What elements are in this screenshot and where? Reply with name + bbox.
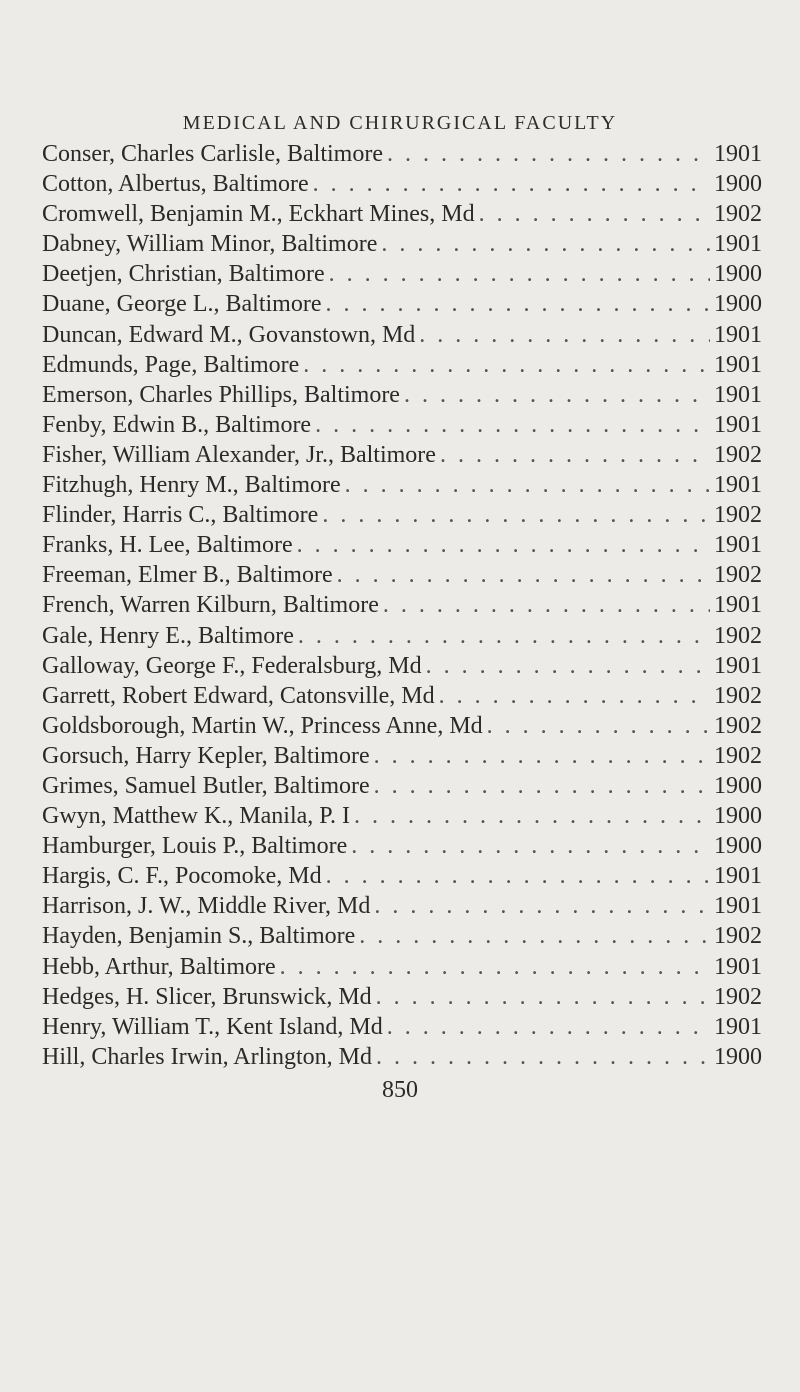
running-header: MEDICAL AND CHIRURGICAL FACULTY [182,112,618,134]
list-item [42,442,762,472]
member-year: 1901 [714,652,762,679]
list-item [42,532,762,562]
member-name: Deetjen, Christian, Baltimore [42,261,325,288]
member-year: 1901 [714,381,762,408]
leader-dots [326,863,710,890]
list-item [42,773,762,803]
list-item [42,923,762,953]
list-item [42,171,762,201]
member-year: 1902 [714,562,762,589]
member-name: Hill, Charles Irwin, Arlington, Md [42,1043,372,1070]
member-name: Fisher, William Alexander, Jr., Baltimore [42,441,436,468]
list-item [42,1014,762,1044]
leader-dots [298,623,710,650]
list-item [42,291,762,321]
list-item [42,231,762,261]
member-year: 1900 [714,803,762,830]
list-item [42,322,762,352]
leader-dots [374,893,710,920]
list-item [42,623,762,653]
leader-dots [297,532,710,559]
leader-dots [376,1044,710,1071]
member-name: Franks, H. Lee, Baltimore [42,532,293,559]
member-year: 1902 [714,201,762,228]
member-year: 1902 [714,983,762,1010]
member-name: Hayden, Benjamin S., Baltimore [42,923,356,950]
member-year: 1902 [714,622,762,649]
leader-dots [376,984,710,1011]
leader-dots [325,291,710,318]
member-year: 1900 [714,1043,762,1070]
list-item [42,954,762,984]
member-name: Conser, Charles Carlisle, Baltimore [42,141,383,167]
list-item [42,201,762,231]
member-name: Grimes, Samuel Butler, Baltimore [42,772,370,799]
list-item [42,803,762,833]
member-name: Henry, William T., Kent Island, Md [42,1013,383,1040]
member-name: Goldsborough, Martin W., Princess Anne, Md [42,712,483,739]
leader-dots [387,1014,710,1041]
leader-dots [440,442,710,469]
list-item [42,1044,762,1074]
member-name: Emerson, Charles Phillips, Baltimore [42,381,400,408]
member-name: Gale, Henry E., Baltimore [42,622,294,649]
member-name: Duncan, Edward M., Govanstown, Md [42,321,416,348]
leader-dots [439,683,710,710]
member-name: Duane, George L., Baltimore [42,291,322,318]
member-year: 1900 [714,772,762,799]
member-name: French, Warren Kilburn, Baltimore [42,592,379,619]
leader-dots [351,833,710,860]
member-name: Cotton, Albertus, Baltimore [42,171,309,198]
list-item [42,743,762,773]
member-year: 1901 [714,141,762,167]
leader-dots [280,954,710,981]
member-year: 1900 [714,833,762,860]
list-item [42,382,762,412]
member-name: Hargis, C. F., Pocomoke, Md [42,863,322,890]
member-name: Gorsuch, Harry Kepler, Baltimore [42,742,370,769]
leader-dots [426,653,710,680]
member-year: 1900 [714,291,762,318]
leader-dots [354,803,710,830]
member-year: 1900 [714,261,762,288]
member-name: Freeman, Elmer B., Baltimore [42,562,333,589]
leader-dots [345,472,710,499]
member-name: Garrett, Robert Edward, Catonsville, Md [42,682,435,709]
list-item [42,141,762,171]
leader-dots [374,773,710,800]
member-name: Dabney, William Minor, Baltimore [42,231,378,258]
member-year: 1901 [714,592,762,619]
leader-dots [322,502,710,529]
leader-dots [381,231,710,258]
list-item [42,713,762,743]
member-year: 1901 [714,472,762,499]
leader-dots [313,171,710,198]
member-list [42,141,762,1074]
member-name: Harrison, J. W., Middle River, Md [42,893,371,920]
member-year: 1901 [714,532,762,559]
leader-dots [337,562,710,589]
leader-dots [479,201,710,228]
leader-dots [359,923,710,950]
leader-dots [404,382,710,409]
member-year: 1901 [714,411,762,438]
leader-dots [419,322,710,349]
member-year: 1900 [714,171,762,198]
member-year: 1902 [714,682,762,709]
member-name: Fenby, Edwin B., Baltimore [42,411,312,438]
leader-dots [387,141,710,168]
member-name: Galloway, George F., Federalsburg, Md [42,652,422,679]
member-name: Hedges, H. Slicer, Brunswick, Md [42,983,372,1010]
member-name: Flinder, Harris C., Baltimore [42,502,319,529]
member-year: 1902 [714,923,762,950]
member-name: Gwyn, Matthew K., Manila, P. I [42,803,350,830]
member-year: 1901 [714,321,762,348]
list-item [42,683,762,713]
list-item [42,562,762,592]
member-name: Cromwell, Benjamin M., Eckhart Mines, Md [42,201,475,228]
leader-dots [487,713,710,740]
member-year: 1901 [714,893,762,920]
member-name: Hamburger, Louis P., Baltimore [42,833,348,860]
leader-dots [315,412,710,439]
member-year: 1901 [714,953,762,980]
member-year: 1902 [714,712,762,739]
member-year: 1901 [714,231,762,258]
list-item [42,863,762,893]
member-year: 1902 [714,502,762,529]
leader-dots [383,592,710,619]
list-item [42,984,762,1014]
member-year: 1901 [714,1013,762,1040]
member-year: 1901 [714,351,762,378]
leader-dots [303,352,710,379]
list-item [42,592,762,622]
list-item [42,261,762,291]
member-name: Edmunds, Page, Baltimore [42,351,300,378]
list-item [42,653,762,683]
list-item [42,472,762,502]
leader-dots [329,261,710,288]
list-item [42,502,762,532]
list-item [42,352,762,382]
list-item [42,833,762,863]
list-item [42,893,762,923]
page-number: 850 [382,1077,418,1103]
leader-dots [374,743,710,770]
member-name: Hebb, Arthur, Baltimore [42,953,276,980]
member-year: 1901 [714,863,762,890]
member-year: 1902 [714,742,762,769]
member-name: Fitzhugh, Henry M., Baltimore [42,472,341,499]
member-year: 1902 [714,441,762,468]
list-item [42,412,762,442]
